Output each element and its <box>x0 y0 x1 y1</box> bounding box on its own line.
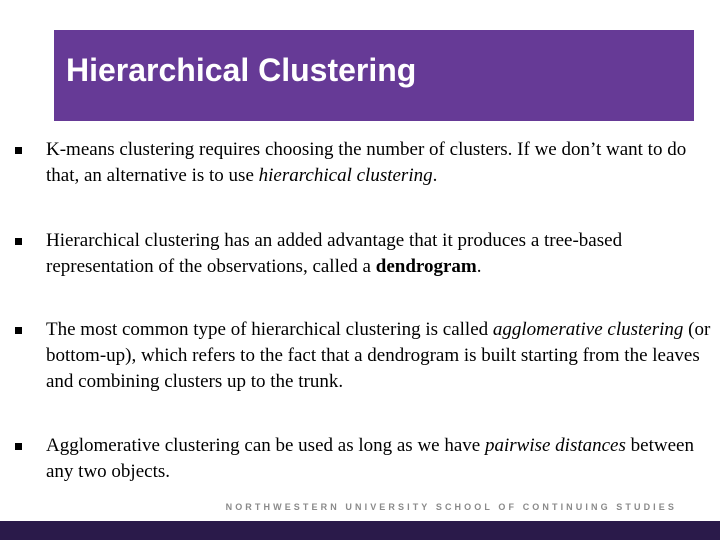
bullet-text-segment: K-means clustering requires choosing the number of clusters. If we don’t want to do that, an alternative is to use <box>46 139 687 186</box>
bullet-text-segment: (or bottom-up), which refers to the fact that a dendrogram is built starting from the leaves and combining clusters up to the trunk. <box>46 319 711 392</box>
square-bullet-icon <box>15 147 22 154</box>
bullet-text-segment: between any two objects. <box>46 435 694 482</box>
square-bullet-icon <box>15 443 22 450</box>
slide-title: Hierarchical Clustering <box>66 52 417 88</box>
bullet-text-segment: agglomerative clustering <box>492 319 684 340</box>
bullet-text-segment: dendrogram <box>375 256 477 277</box>
bullet-text <box>46 317 716 395</box>
square-bullet-icon <box>15 238 22 245</box>
bullet-text-segment: hierarchical clustering <box>258 165 433 186</box>
footer-institution: NORTHWESTERN UNIVERSITY SCHOOL OF CONTINUING STUDIES <box>225 502 677 512</box>
bullet-text-segment: Hierarchical clustering has an added advantage that it produces a tree-based representation of the observations, called a <box>46 230 623 277</box>
bullet-text-segment: . <box>432 165 438 186</box>
bullet-text-segment: pairwise distances <box>484 435 626 456</box>
bullet-text <box>46 228 716 280</box>
bullet-text <box>46 137 716 189</box>
bullet-text-segment: Agglomerative clustering can be used as long as we have <box>46 435 485 456</box>
bullet-text <box>46 433 716 485</box>
bullet-text-segment: . <box>476 256 482 277</box>
square-bullet-icon <box>15 327 22 334</box>
bottom-bar <box>0 521 720 540</box>
bullet-text-segment: The most common type of hierarchical clustering is called <box>46 319 493 340</box>
